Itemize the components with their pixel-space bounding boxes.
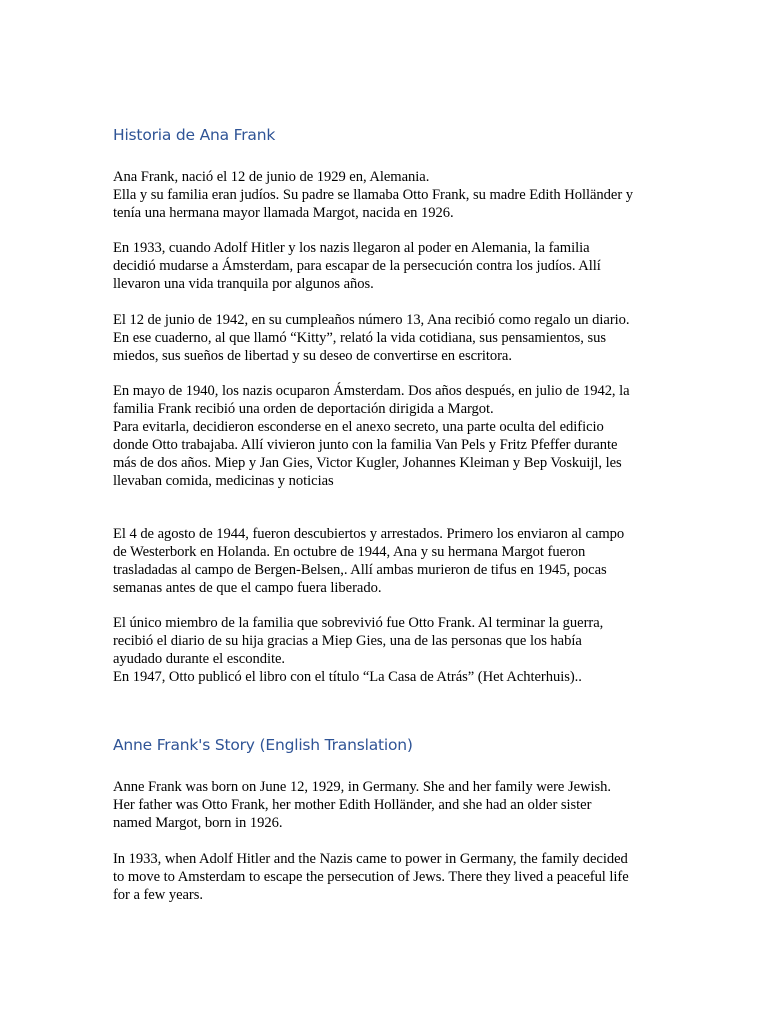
paragraph-diary bbox=[113, 311, 630, 365]
text-line: semanas antes de que el campo fuera liberado. bbox=[113, 580, 382, 596]
paragraph-survivor bbox=[113, 614, 603, 686]
text-line: recibió el diario de su hija gracias a Miep Gies, una de las personas que los había bbox=[113, 633, 582, 649]
english-section-title: Anne Frank's Story (English Translation) bbox=[113, 736, 413, 754]
text-line: El 4 de agosto de 1944, fueron descubiertos y arrestados. Primero los enviaron al campo bbox=[113, 526, 625, 542]
text-line: de Westerbork en Holanda. En octubre de 1944, Ana y su hermana Margot fueron bbox=[113, 544, 586, 560]
paragraph-move-amsterdam bbox=[113, 239, 601, 293]
paragraph-birth bbox=[113, 168, 633, 222]
text-line: familia Frank recibió una orden de deportación dirigida a Margot. bbox=[113, 401, 494, 417]
text-line: El 12 de junio de 1942, en su cumpleaños número 13, Ana recibió como regalo un diario. bbox=[113, 312, 630, 328]
text-line: Para evitarla, decidieron esconderse en el anexo secreto, una parte oculta del edificio bbox=[113, 419, 604, 435]
text-line: En ese cuaderno, al que llamó “Kitty”, relató la vida cotidiana, sus pensamientos, sus bbox=[113, 330, 606, 346]
text-line: tenía una hermana mayor llamada Margot, nacida en 1926. bbox=[113, 205, 454, 221]
paragraph-en-birth bbox=[113, 778, 611, 832]
text-line: donde Otto trabajaba. Allí vivieron junto con la familia Van Pels y Fritz Pfeffer durante bbox=[113, 437, 618, 453]
text-line: En 1947, Otto publicó el libro con el título “La Casa de Atrás” (Het Achterhuis).. bbox=[113, 669, 582, 685]
paragraph-arrest bbox=[113, 525, 624, 597]
text-line: Ana Frank, nació el 12 de junio de 1929 en, Alemania. bbox=[113, 169, 430, 185]
text-line: to move to Amsterdam to escape the persecution of Jews. There they lived a peaceful life bbox=[113, 869, 629, 885]
text-line: trasladadas al campo de Bergen-Belsen,. Allí ambas murieron de tifus en 1945, pocas bbox=[113, 562, 607, 578]
text-line: ayudado durante el escondite. bbox=[113, 651, 285, 667]
text-line: El único miembro de la familia que sobrevivió fue Otto Frank. Al terminar la guerra, bbox=[113, 615, 604, 631]
text-line: En mayo de 1940, los nazis ocuparon Ámsterdam. Dos años después, en julio de 1942, la bbox=[113, 383, 630, 399]
text-line: decidió mudarse a Ámsterdam, para escapar de la persecución contra los judíos. Allí bbox=[113, 258, 601, 274]
text-line: más de dos años. Miep y Jan Gies, Victor Kugler, Johannes Kleiman y Bep Voskuijl, les bbox=[113, 455, 622, 471]
text-line: llevaban comida, medicinas y noticias bbox=[113, 473, 334, 489]
text-line: Anne Frank was born on June 12, 1929, in Germany. She and her family were Jewish. bbox=[113, 779, 611, 795]
paragraph-en-move-amsterdam bbox=[113, 850, 629, 904]
text-line: Her father was Otto Frank, her mother Edith Holländer, and she had an older sister bbox=[113, 797, 592, 813]
text-line: named Margot, born in 1926. bbox=[113, 815, 283, 831]
text-line: Ella y su familia eran judíos. Su padre se llamaba Otto Frank, su madre Edith Holländer y bbox=[113, 187, 633, 203]
text-line: En 1933, cuando Adolf Hitler y los nazis llegaron al poder en Alemania, la familia bbox=[113, 240, 590, 256]
text-line: llevaron una vida tranquila por algunos años. bbox=[113, 276, 374, 292]
paragraph-hiding bbox=[113, 382, 630, 490]
text-line: miedos, sus sueños de libertad y su deseo de convertirse en escritora. bbox=[113, 348, 512, 364]
spanish-section-title: Historia de Ana Frank bbox=[113, 126, 276, 144]
text-line: for a few years. bbox=[113, 887, 203, 903]
text-line: In 1933, when Adolf Hitler and the Nazis came to power in Germany, the family decided bbox=[113, 851, 628, 867]
